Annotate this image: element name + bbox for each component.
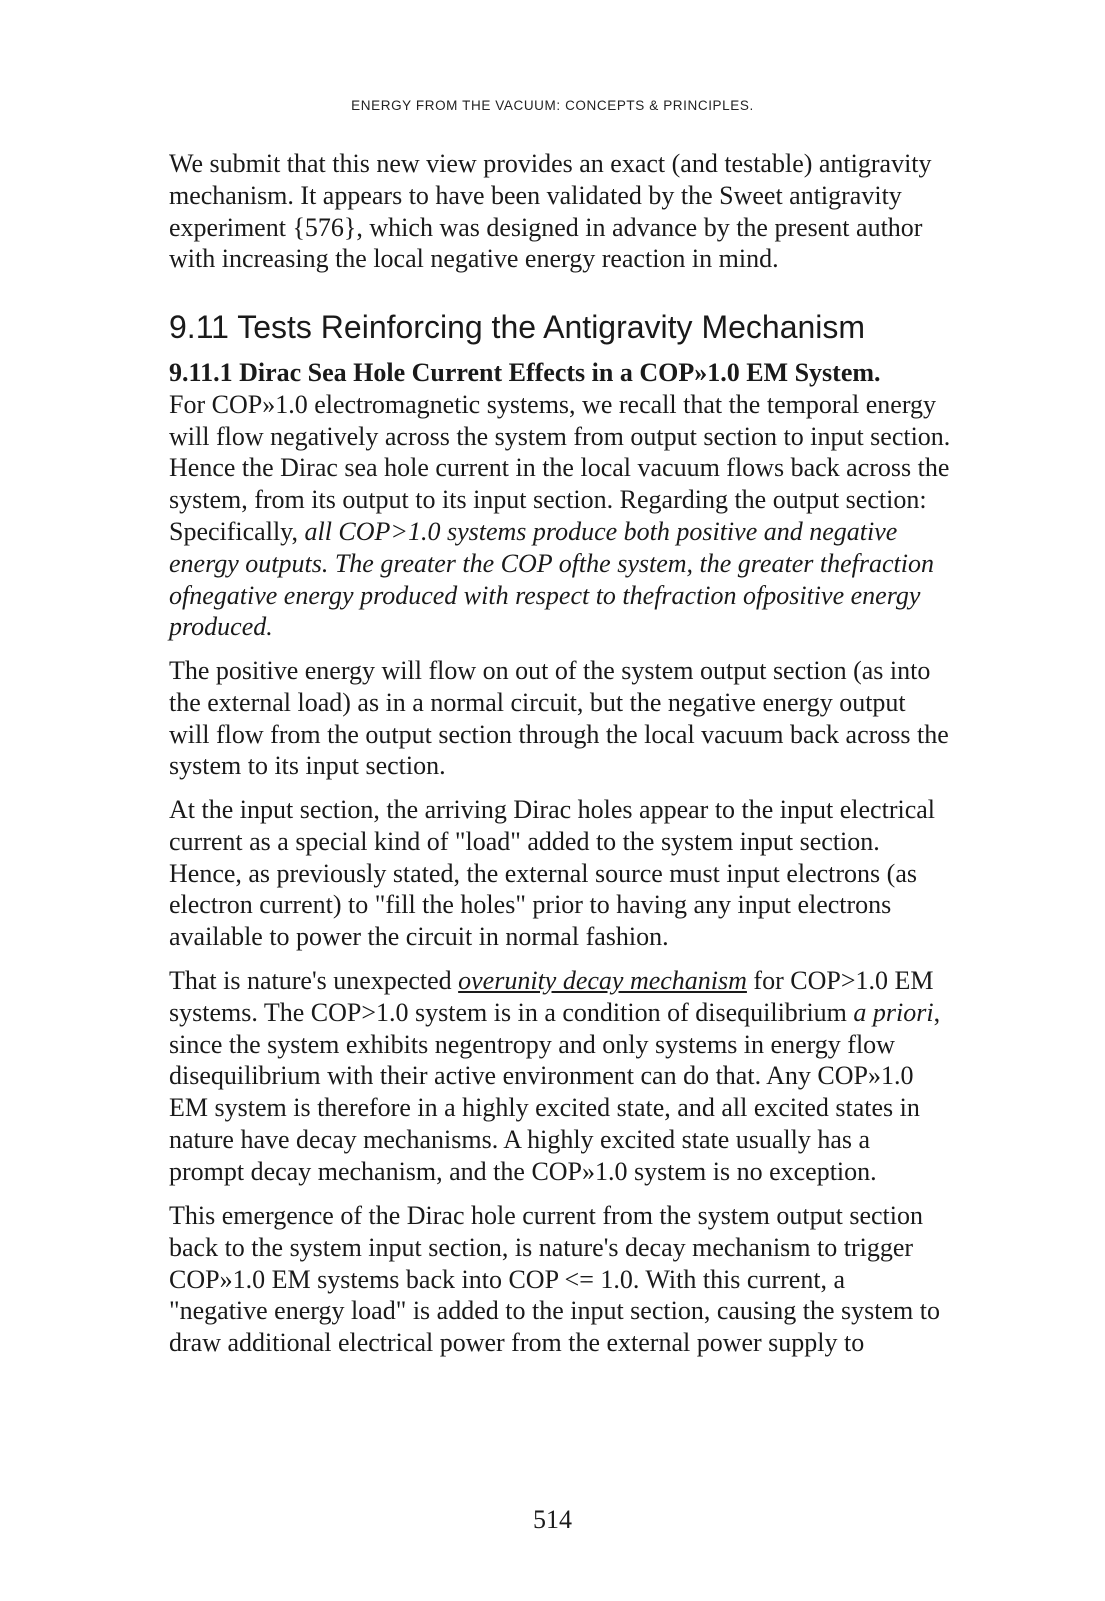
- text-line: will flow negatively across the system from output section to input section.: [169, 421, 951, 451]
- text-line: [169, 516, 1037, 548]
- subsection-heading: 9.11.1 Dirac Sea Hole Current Effects in a COP»1.0 EM System.: [169, 358, 881, 387]
- paragraph-2: [169, 655, 1037, 782]
- text-run: ,: [933, 997, 941, 1027]
- text-line: will flow from the output section through the local vacuum back across the: [169, 719, 949, 749]
- text-line: draw additional electrical power from the external power supply to: [169, 1328, 865, 1358]
- paragraph-4: [169, 965, 1037, 1188]
- text-line: prompt decay mechanism, and the COP»1.0 system is no exception.: [169, 1156, 877, 1186]
- text-line: Hence the Dirac sea hole current in the local vacuum flows back across the: [169, 453, 950, 483]
- emphasis-text: a priori: [853, 997, 934, 1027]
- text-line: since the system exhibits negentropy and only systems in energy flow: [169, 1029, 895, 1059]
- text-run: systems. The COP>1.0 system is in a condition of disequilibrium: [169, 997, 854, 1027]
- emphasis-line: energy outputs. The greater the COP ofthe system, the greater thefraction: [169, 548, 934, 578]
- text-line: mechanism. It appears to have been validated by the Sweet antigravity: [169, 180, 902, 210]
- paragraph-3: [169, 794, 1037, 953]
- text-line: [169, 997, 1037, 1029]
- text-run: for COP>1.0 EM: [746, 966, 934, 995]
- text-line: For COP»1.0 electromagnetic systems, we recall that the temporal energy: [169, 389, 937, 419]
- text-line: with increasing the local negative energy reaction in mind.: [169, 244, 779, 274]
- text-line: The positive energy will flow on out of the system output section (as into: [169, 656, 931, 685]
- text-line: electron current) to "fill the holes" prior to having any input electrons: [169, 890, 892, 920]
- emphasis-text: all COP>1.0 systems produce both positive and negative: [304, 516, 898, 546]
- text-line: This emergence of the Dirac hole current from the system output section: [169, 1201, 923, 1230]
- text-line: back to the system input section, is nature's decay mechanism to trigger: [169, 1232, 914, 1262]
- text-line: nature have decay mechanisms. A highly excited state usually has a: [169, 1124, 871, 1154]
- text-line: [169, 965, 1037, 997]
- emphasis-text: overunity decay mechanism: [458, 966, 747, 995]
- subsection-block: [169, 357, 1037, 643]
- text-line: EM system is therefore in a highly excited state, and all excited states in: [169, 1093, 920, 1123]
- text-line: We submit that this new view provides an exact (and testable) antigravity: [169, 149, 932, 178]
- text-line: available to power the circuit in normal fashion.: [169, 922, 669, 952]
- page-number: 514: [533, 1505, 572, 1534]
- text-line: system, from its output to its input section. Regarding the output section:: [169, 485, 927, 515]
- section-heading: 9.11 Tests Reinforcing the Antigravity Mechanism: [169, 309, 866, 345]
- text-line: At the input section, the arriving Dirac holes appear to the input electrical: [169, 795, 936, 824]
- text-run: Specifically,: [169, 516, 305, 546]
- emphasis-line: ofnegative energy produced with respect to thefraction ofpositive energy: [169, 580, 921, 610]
- text-line: "negative energy load" is added to the input section, causing the system to: [169, 1296, 940, 1326]
- text-line: current as a special kind of "load" added to the system input section.: [169, 826, 880, 856]
- text-line: COP»1.0 EM systems back into COP <= 1.0. With this current, a: [169, 1264, 846, 1294]
- text-run: That is nature's unexpected: [169, 966, 459, 995]
- text-line: the external load) as in a normal circuit, but the negative energy output: [169, 687, 906, 717]
- paragraph-5: [169, 1200, 1037, 1359]
- intro-paragraph: [169, 148, 1037, 275]
- emphasis-line: produced.: [169, 612, 273, 642]
- running-header: ENERGY FROM THE VACUUM: CONCEPTS & PRINCIPLES.: [351, 98, 754, 113]
- text-line: Hence, as previously stated, the external source must input electrons (as: [169, 858, 917, 888]
- text-line: experiment {576}, which was designed in advance by the present author: [169, 212, 923, 242]
- text-line: disequilibrium with their active environment can do that. Any COP»1.0: [169, 1061, 914, 1091]
- text-line: system to its input section.: [169, 751, 446, 781]
